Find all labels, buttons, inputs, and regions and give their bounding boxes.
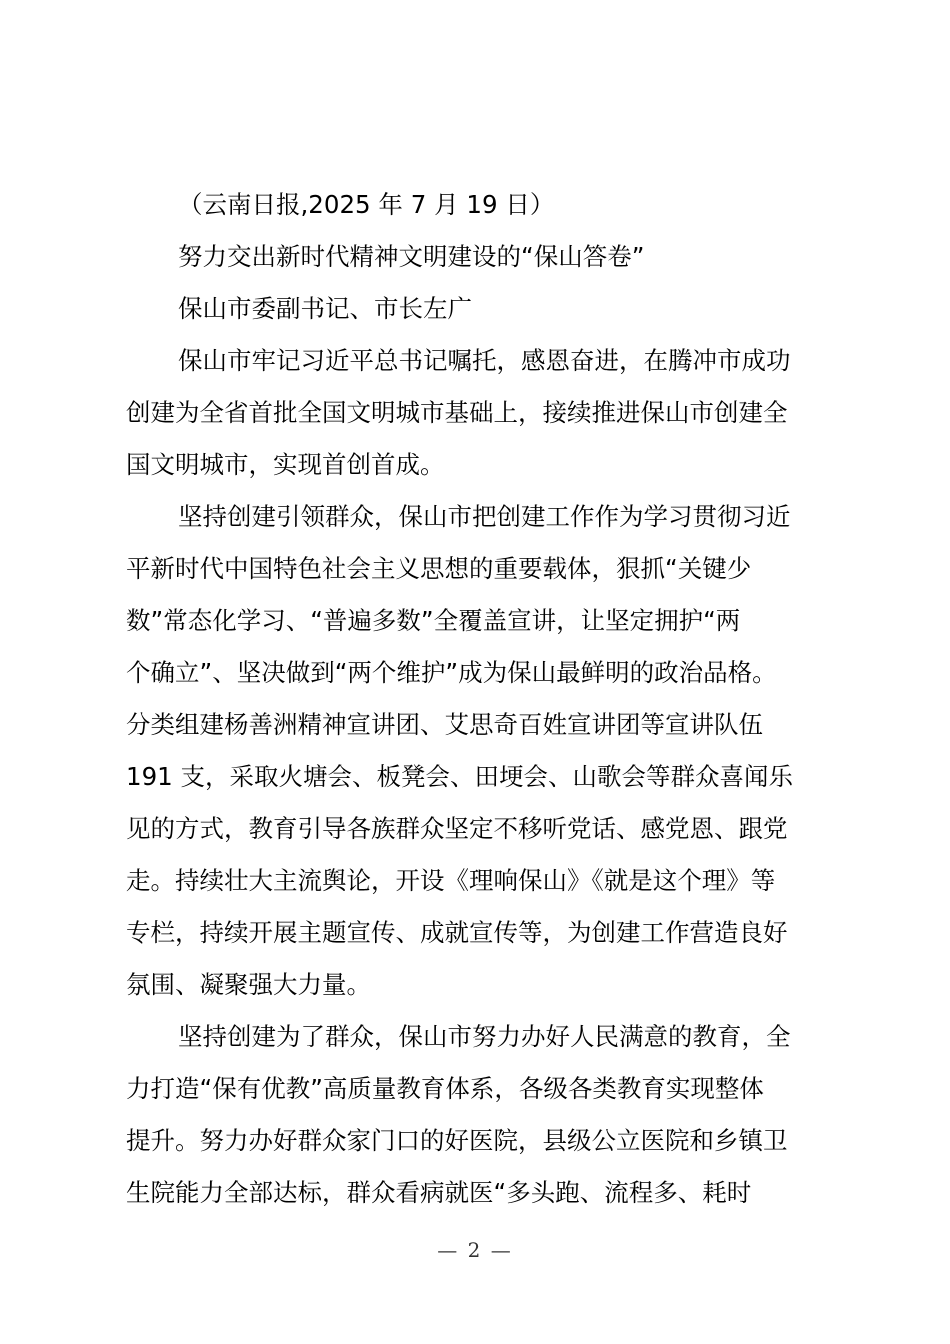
paragraph-line: 保山市牢记习近平总书记嘱托，感恩奋进，在腾冲市成功 [178,346,791,375]
paragraph-line: 坚持创建引领群众，保山市把创建工作作为学习贯彻习近 [178,502,791,531]
paragraph-line: 力打造“保有优教”高质量教育体系，各级各类教育实现整体 [126,1074,764,1103]
paragraph-line: 个确立”、坚决做到“两个维护”成为保山最鲜明的政治品格。 [126,658,777,687]
paragraph-line: 专栏，持续开展主题宣传、成就宣传等，为创建工作营造良好 [126,918,788,947]
paragraph-line: 191 支，采取火塘会、板凳会、田埂会、山歌会等群众喜闻乐 [126,762,794,791]
paragraph-line: 数”常态化学习、“普遍多数”全覆盖宣讲，让坚定拥护“两 [126,606,741,635]
paragraph-line: 国文明城市，实现首创首成。 [126,450,445,479]
paragraph-line: 坚持创建为了群众，保山市努力办好人民满意的教育，全 [178,1022,791,1051]
paragraph-line: 分类组建杨善洲精神宣讲团、艾思奇百姓宣讲团等宣讲队伍 [126,710,763,739]
paragraph-line: 提升。努力办好群众家门口的好医院，县级公立医院和乡镇卫 [126,1126,788,1155]
author-line: 保山市委副书记、市长左广 [178,294,472,323]
paragraph-line: 平新时代中国特色社会主义思想的重要载体，狠抓“关键少 [126,554,752,583]
page-number: — 2 — [437,1238,513,1262]
paragraph-line: 氛围、凝聚强大力量。 [126,970,371,999]
article-title: 努力交出新时代精神文明建设的“保山答卷” [178,242,645,271]
paragraph-line: 走。持续壮大主流舆论，开设《理响保山》《就是这个理》等 [126,866,776,895]
paragraph-line: 见的方式，教育引导各族群众坚定不移听党话、感党恩、跟党 [126,814,788,843]
paragraph-line: 创建为全省首批全国文明城市基础上，接续推进保山市创建全 [126,398,788,427]
source-line: （云南日报,2025 年 7 月 19 日） [178,190,555,219]
paragraph-line: 生院能力全部达标，群众看病就医“多头跑、流程多、耗时 [126,1178,752,1207]
